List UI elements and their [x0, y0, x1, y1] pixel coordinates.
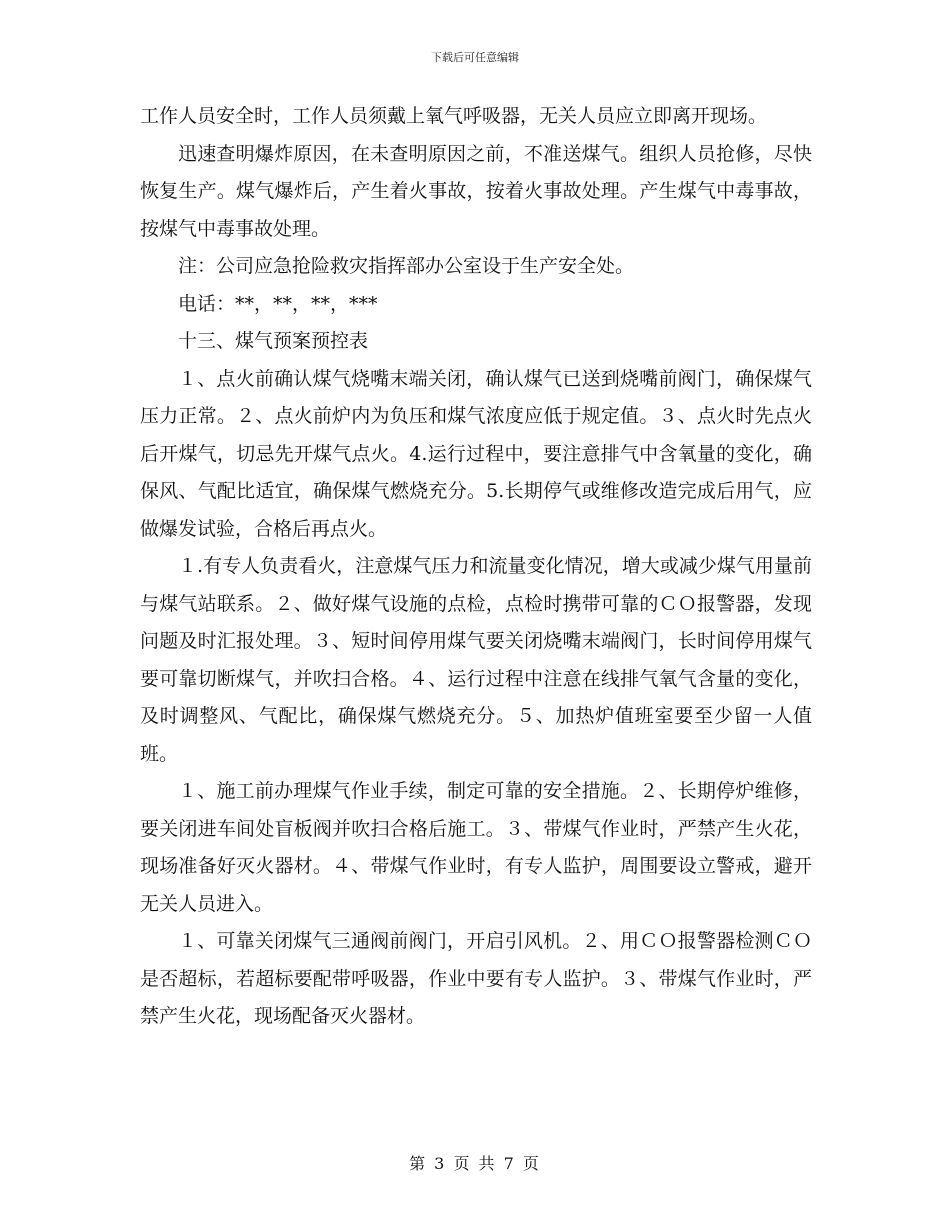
paragraph-note: 注：公司应急抢险救灾指挥部办公室设于生产安全处。 — [178, 255, 635, 277]
section-heading: 十三、煤气预案预控表 — [178, 330, 369, 352]
paragraph-ignition: １、点火前确认煤气烧嘴末端关闭，确认煤气已送到烧嘴前阀门，确保煤气压力正常。２、点火前炉内为负压和煤气浓度应低于规定值。３、点火时先点火后开煤气，切忌先开煤气点火。4.运行过程中，要注意排气中含氧量的变化，确保风、气配比适宜，确保煤气燃烧充分。5.长期停气或维修改造完成后用气，应做爆发试验，合格后再点火。 — [140, 367, 812, 540]
paragraph-explosion-cause: 迅速查明爆炸原因，在未查明原因之前，不准送煤气。组织人员抢修，尽快恢复生产。煤气爆炸后，产生着火事故，按着火事故处理。产生煤气中毒事故，按煤气中毒事故处理。 — [140, 142, 812, 240]
paragraph-valve: １、可靠关闭煤气三通阀前阀门，开启引风机。２、用ＣＯ报警器检测ＣＯ是否超标，若超标要配带呼吸器，作业中要有专人监护。３、带煤气作业时，严禁产生火花，现场配备灭火器材。 — [140, 930, 812, 1027]
paragraph-phone: 电话：**，**，**，*** — [178, 292, 378, 315]
page-header: 下载后可任意编辑 — [431, 51, 519, 64]
paragraph-construction: １、施工前办理煤气作业手续，制定可靠的安全措施。２、长期停炉维修，要关闭进车间处盲板阀并吹扫合格后施工。３、带煤气作业时，严禁产生火花，现场准备好灭火器材。４、带煤气作业时，有专人监护，周围要设立警戒，避开无关人员进入。 — [140, 780, 812, 915]
paragraph-continued: 工作人员安全时，工作人员须戴上氧气呼吸器，无关人员应立即离开现场。 — [140, 105, 768, 127]
page-number: 第 3 页 共 7 页 — [409, 1154, 541, 1173]
document-body — [140, 98, 812, 1036]
paragraph-monitoring: １.有专人负责看火，注意煤气压力和流量变化情况，增大或减少煤气用量前与煤气站联系。２、做好煤气设施的点检，点检时携带可靠的ＣＯ报警器，发现问题及时汇报处理。３、短时间停用煤气要关闭烧嘴末端阀门，长时间停用煤气要可靠切断煤气，并吹扫合格。４、运行过程中注意在线排气氧气含量的变化，及时调整风、气配比，确保煤气燃烧充分。５、加热炉值班室要至少留一人值班。 — [140, 555, 812, 765]
